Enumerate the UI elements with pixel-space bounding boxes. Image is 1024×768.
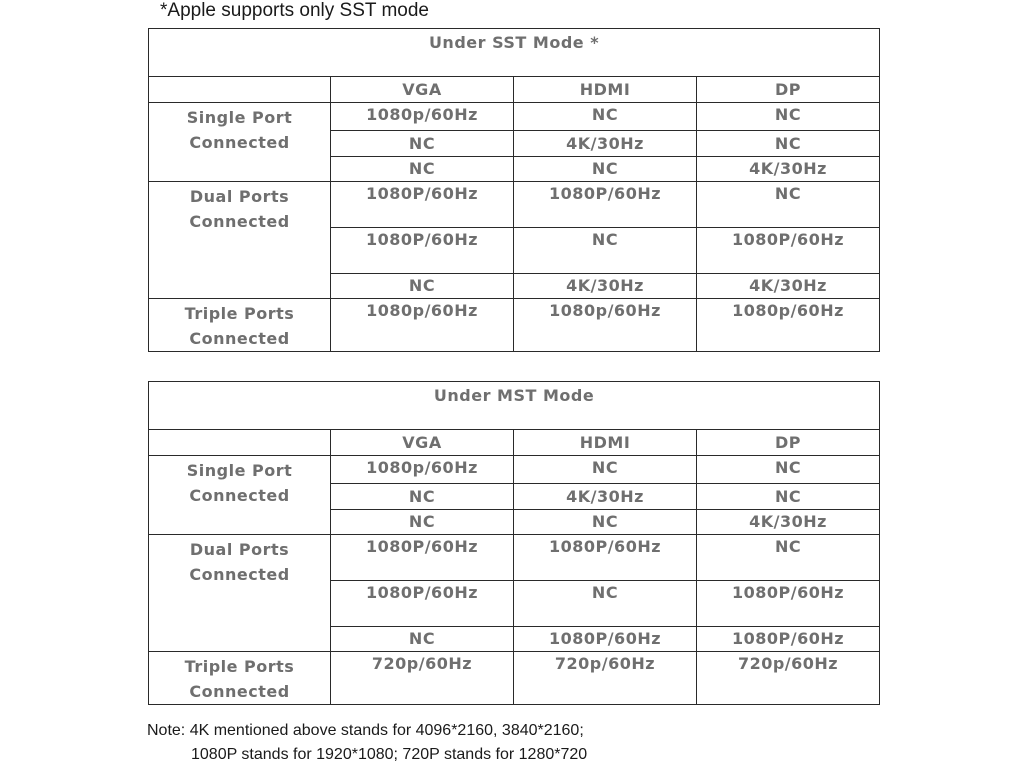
table-cell: NC <box>514 228 697 274</box>
table-cell: 1080P/60Hz <box>697 627 880 652</box>
group-label-line: Connected <box>189 682 290 701</box>
table-cell: 1080P/60Hz <box>514 627 697 652</box>
table-cell: NC <box>697 131 880 157</box>
group-label-dual-ports <box>149 535 331 652</box>
table-cell: NC <box>697 535 880 581</box>
footnote-line-1: Note: 4K mentioned above stands for 4096*2160, 3840*2160; <box>147 722 584 739</box>
group-label-line: Connected <box>189 329 290 348</box>
group-label-line: Triple Ports <box>184 657 295 676</box>
group-label-line: Dual Ports <box>189 187 290 206</box>
table-cell: 4K/30Hz <box>697 274 880 299</box>
column-header-vga: VGA <box>331 77 514 103</box>
table-cell: NC <box>697 484 880 510</box>
group-label-line: Single Port <box>186 108 293 127</box>
table-cell: NC <box>514 581 697 627</box>
group-label-dual-ports <box>149 182 331 299</box>
sst-table-title: Under SST Mode * <box>149 29 880 77</box>
table-cell: 1080P/60Hz <box>697 228 880 274</box>
table-cell: 4K/30Hz <box>697 157 880 182</box>
group-label-line: Connected <box>189 133 290 152</box>
group-label-line: Connected <box>189 212 290 231</box>
table-cell: NC <box>331 510 514 535</box>
table-row <box>149 299 880 352</box>
group-label-line: Triple Ports <box>184 304 295 323</box>
table-row <box>149 182 880 228</box>
table-cell: NC <box>331 484 514 510</box>
table-cell: 1080p/60Hz <box>331 456 514 484</box>
table-cell: 4K/30Hz <box>514 484 697 510</box>
table-cell: 720p/60Hz <box>697 652 880 705</box>
group-label-triple-ports <box>149 299 331 352</box>
table-cell: NC <box>331 627 514 652</box>
sst-mode-table <box>148 28 880 352</box>
column-header-dp: DP <box>697 430 880 456</box>
group-label-line: Single Port <box>186 461 293 480</box>
table-cell: NC <box>514 456 697 484</box>
group-label-triple-ports <box>149 652 331 705</box>
table-row <box>149 535 880 581</box>
mst-mode-table <box>148 381 880 705</box>
table-cell: 4K/30Hz <box>514 131 697 157</box>
column-header-hdmi: HDMI <box>514 430 697 456</box>
footnote-line-2: 1080P stands for 1920*1080; 720P stands for 1280*720 <box>191 746 588 763</box>
corner-cell <box>149 77 331 103</box>
table-cell: NC <box>331 274 514 299</box>
table-cell: NC <box>697 103 880 131</box>
table-cell: 1080p/60Hz <box>514 299 697 352</box>
table-row <box>149 652 880 705</box>
mst-table-title: Under MST Mode <box>149 382 880 430</box>
table-cell: NC <box>697 456 880 484</box>
apple-sst-note: *Apple supports only SST mode <box>160 0 429 21</box>
table-cell: NC <box>331 131 514 157</box>
table-cell: NC <box>697 182 880 228</box>
table-cell: NC <box>514 510 697 535</box>
table-cell: 1080P/60Hz <box>331 581 514 627</box>
table-cell: NC <box>514 103 697 131</box>
table-cell: 4K/30Hz <box>514 274 697 299</box>
table-cell: 1080P/60Hz <box>697 581 880 627</box>
table-cell: 720p/60Hz <box>331 652 514 705</box>
table-cell: 1080p/60Hz <box>331 299 514 352</box>
group-label-line: Connected <box>189 486 290 505</box>
table-cell: NC <box>331 157 514 182</box>
table-cell: 1080P/60Hz <box>331 182 514 228</box>
table-row <box>149 456 880 484</box>
table-cell: 1080P/60Hz <box>331 535 514 581</box>
group-label-line: Connected <box>189 565 290 584</box>
table-cell: 1080P/60Hz <box>514 182 697 228</box>
corner-cell <box>149 430 331 456</box>
table-row <box>149 103 880 131</box>
group-label-single-port <box>149 456 331 535</box>
table-cell: 1080p/60Hz <box>697 299 880 352</box>
table-cell: 720p/60Hz <box>514 652 697 705</box>
column-header-hdmi: HDMI <box>514 77 697 103</box>
group-label-single-port <box>149 103 331 182</box>
group-label-line: Dual Ports <box>189 540 290 559</box>
table-cell: 1080P/60Hz <box>514 535 697 581</box>
column-header-dp: DP <box>697 77 880 103</box>
table-cell: 4K/30Hz <box>697 510 880 535</box>
table-cell: 1080P/60Hz <box>331 228 514 274</box>
resolution-footnote <box>147 719 587 767</box>
table-cell: 1080p/60Hz <box>331 103 514 131</box>
column-header-vga: VGA <box>331 430 514 456</box>
table-cell: NC <box>514 157 697 182</box>
